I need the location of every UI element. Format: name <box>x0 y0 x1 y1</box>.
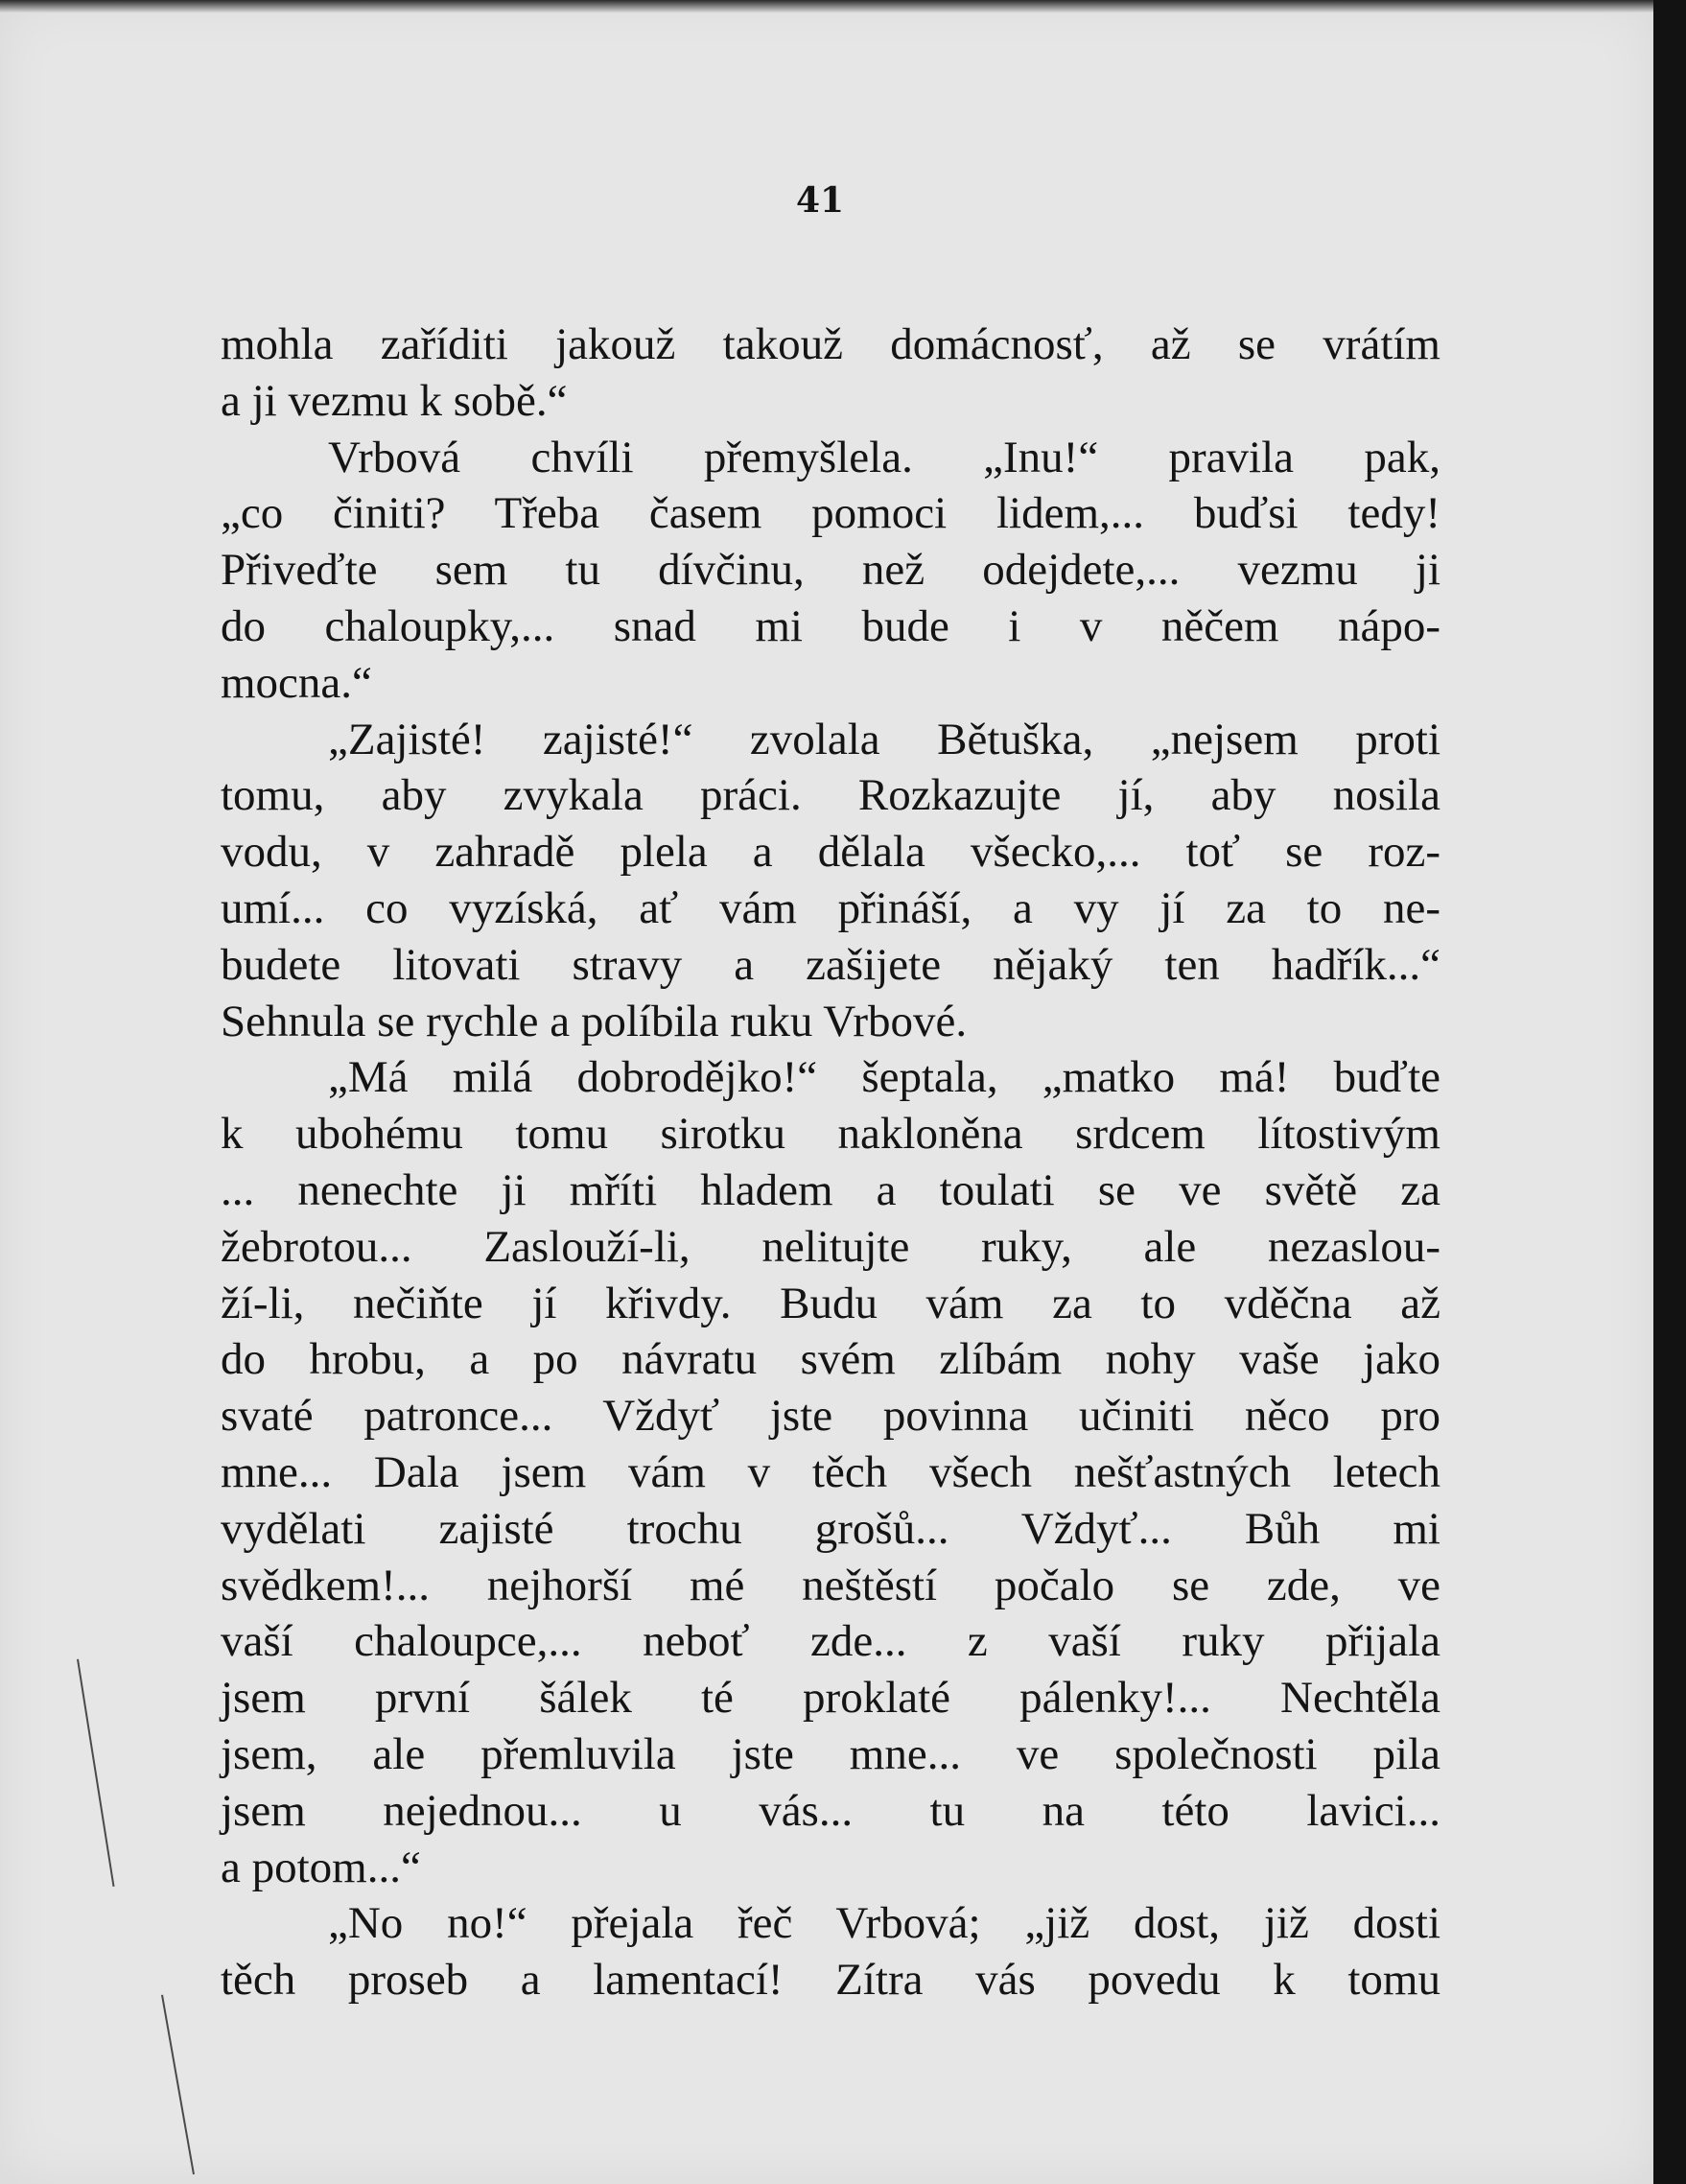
text-line: Sehnula se rychle a políbila ruku Vrbové. <box>221 996 968 1046</box>
text-line: „co činiti? Třeba časem pomoci lidem,... buďsi tedy! <box>221 488 1440 539</box>
text-line: vaší chaloupce,... neboť zde... z vaší ruky přijala <box>221 1616 1440 1667</box>
text-line: k ubohému tomu sirotku nakloněna srdcem lítostivým <box>221 1109 1440 1160</box>
text-line: tomu, aby zvykala práci. Rozkazujte jí, aby nosila <box>221 770 1440 821</box>
text-line: umí... co vyzíská, ať vám přináší, a vy jí za to ne- <box>221 882 1440 933</box>
text-line: jsem nejednou... u vás... tu na této lavici... <box>221 1785 1440 1836</box>
text-line: svaté patronce... Vždyť jste povinna učiniti něco pro <box>221 1391 1440 1442</box>
scan-edge-top <box>0 0 1686 13</box>
scan-edge-right <box>1653 0 1686 2184</box>
text-line: a ji vezmu k sobě.“ <box>221 375 568 426</box>
text-line: ží-li, nečiňte jí křivdy. Budu vám za to vděčna až <box>221 1278 1440 1328</box>
body-text <box>221 317 1440 2008</box>
text-line: vodu, v zahradě plela a dělala všecko,... toť se roz- <box>221 827 1440 878</box>
text-line: „Zajisté! zajisté!“ zvolala Bětuška, „nejsem proti <box>328 714 1440 764</box>
text-line: mne... Dala jsem vám v těch všech nešťastných letech <box>221 1446 1440 1497</box>
text-line: mocna.“ <box>221 657 372 708</box>
text-line: mohla zaříditi jakouž takouž domácnosť, až se vrátím <box>221 319 1440 369</box>
text-line: Přiveďte sem tu dívčinu, než odejdete,... vezmu ji <box>221 545 1440 596</box>
page-number: 41 <box>795 180 845 221</box>
text-line: vydělati zajisté trochu grošů... Vždyť... Bůh mi <box>221 1503 1440 1554</box>
text-line: žebrotou... Zaslouží-li, nelitujte ruky, ale nezaslou- <box>221 1221 1440 1272</box>
text-line: „No no!“ přejala řeč Vrbová; „již dost, již dosti <box>328 1898 1440 1949</box>
text-line: a potom...“ <box>221 1842 421 1892</box>
text-line: Vrbová chvíli přemyšlela. „Inu!“ pravila pak, <box>328 432 1440 482</box>
text-line: do hrobu, a po návratu svém zlíbám nohy vaše jako <box>221 1334 1440 1385</box>
text-line: jsem první šálek té proklaté pálenky!... Nechtěla <box>221 1673 1440 1724</box>
text-line: jsem, ale přemluvila jste mne... ve společnosti pila <box>221 1728 1440 1779</box>
text-line: do chaloupky,... snad mi bude i v něčem nápo- <box>221 600 1440 651</box>
text-line: ... nenechte ji mříti hladem a toulati se ve světě za <box>221 1164 1440 1215</box>
text-line: svědkem!... nejhorší mé neštěstí počalo se zde, ve <box>221 1560 1440 1610</box>
text-line: budete litovati stravy a zašijete nějaký ten hadřík...“ <box>221 939 1440 990</box>
text-line: těch proseb a lamentací! Zítra vás povedu k tomu <box>221 1955 1440 2006</box>
text-line: „Má milá dobrodějko!“ šeptala, „matko má! buďte <box>328 1052 1440 1103</box>
